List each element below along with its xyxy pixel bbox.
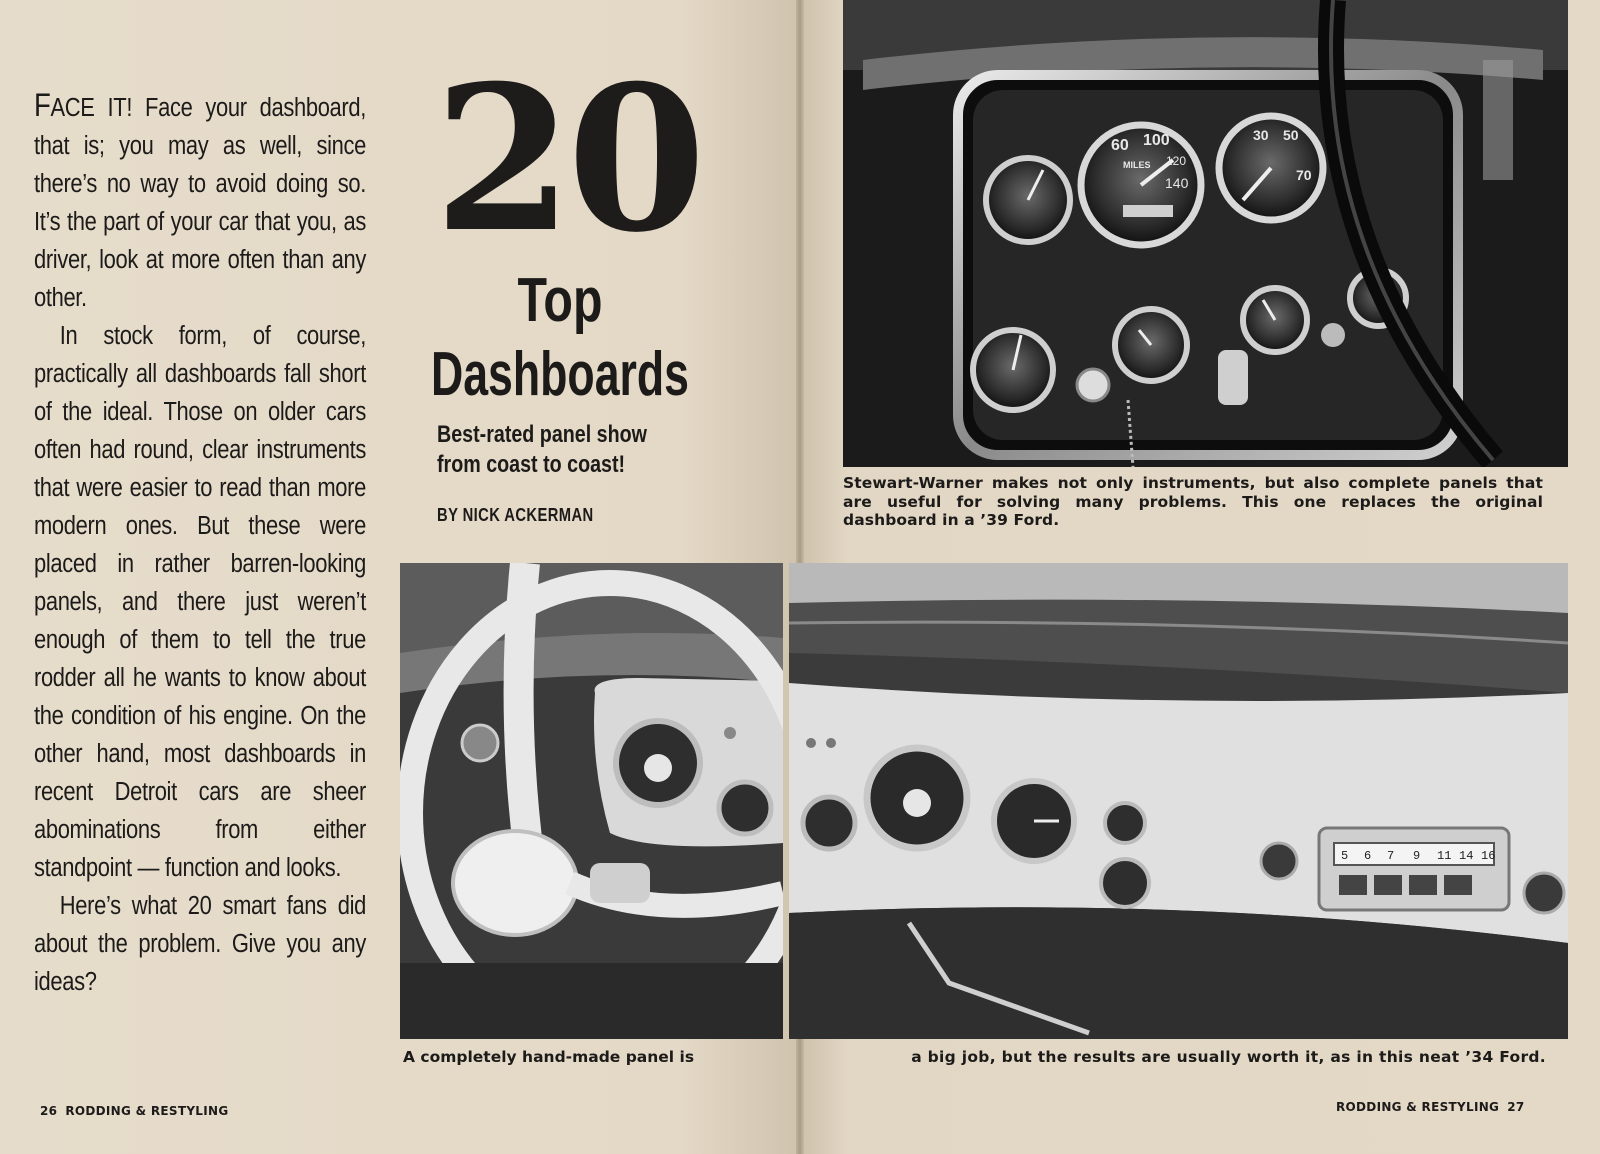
subtitle-line1: Best-rated panel show (437, 421, 647, 448)
speedo-60: 60 (1111, 137, 1129, 154)
headline-number: 20 (433, 42, 701, 277)
radio-dial-numbers (1341, 849, 1495, 863)
radio-11: 11 (1437, 849, 1452, 863)
drop-cap: F (34, 87, 51, 123)
radio-9: 9 (1413, 849, 1421, 863)
radio-6: 6 (1364, 849, 1372, 863)
headline-title-line1: Top (517, 266, 603, 335)
byline: BY NICK ACKERMAN (437, 505, 594, 525)
caption-bottom-left: A completely hand-made panel is (403, 1048, 695, 1066)
radio-7: 7 (1387, 849, 1395, 863)
left-page-number: 26 (40, 1104, 58, 1118)
headline-subtitle (437, 420, 675, 480)
radio-5: 5 (1341, 849, 1349, 863)
speedo-100: 100 (1143, 132, 1170, 149)
speedo-140: 140 (1165, 175, 1189, 191)
paragraph-1-text: ACE IT! Face your dashboard, that is; you may as well, since there’s no way to avoid doing so. It’s the part of your car that you, as driver, look at more often than any other. (34, 94, 366, 312)
radio-16: 16 (1481, 849, 1496, 863)
caption-top-photo: Stewart-Warner makes not only instruments, but also complete panels that are useful for solving many problems. This one replaces the original dashboard in a ’39 Ford. (843, 474, 1543, 529)
article-paragraph-1 (34, 86, 366, 317)
tach-50: 50 (1283, 127, 1299, 143)
headline-title-line2: Dashboards (430, 340, 689, 409)
speedo-miles: MILES (1123, 160, 1151, 170)
speedo-120: 120 (1166, 154, 1187, 168)
tach-30: 30 (1253, 127, 1269, 143)
photo-stewart-warner-panel (843, 0, 1568, 467)
right-page-number: 27 (1507, 1100, 1525, 1114)
caption-bottom-right: a big job, but the results are usually worth it, as in this neat ’34 Ford. (911, 1048, 1546, 1066)
right-magazine-name: RODDING & RESTYLING (1336, 1100, 1500, 1114)
photo-hand-made-panel-left (400, 563, 783, 1039)
article-paragraph-2: In stock form, of course, practically all dashboards fall short of the ideal. Those on older cars often had round, clear instruments that were easier to read than more modern ones. But these were placed in rather barren-looking panels, and there just weren’t enough of them to tell the true rodder all he wants to know about the condition of his engine. On the other hand, most dashboards in recent Detroit cars are sheer abominations from either standpoint — function and looks. (34, 322, 366, 882)
article-body (34, 86, 366, 1001)
article-paragraph-3: Here’s what 20 smart fans did about the problem. Give you any ideas? (34, 892, 366, 996)
subtitle-line2: from coast to coast! (437, 451, 626, 478)
tach-70: 70 (1296, 167, 1312, 183)
radio-14: 14 (1459, 849, 1474, 863)
folio-right (1336, 1100, 1536, 1114)
left-magazine-name: RODDING & RESTYLING (65, 1104, 229, 1118)
photo-hand-made-panel-right (789, 563, 1568, 1039)
folio-left (40, 1104, 237, 1118)
